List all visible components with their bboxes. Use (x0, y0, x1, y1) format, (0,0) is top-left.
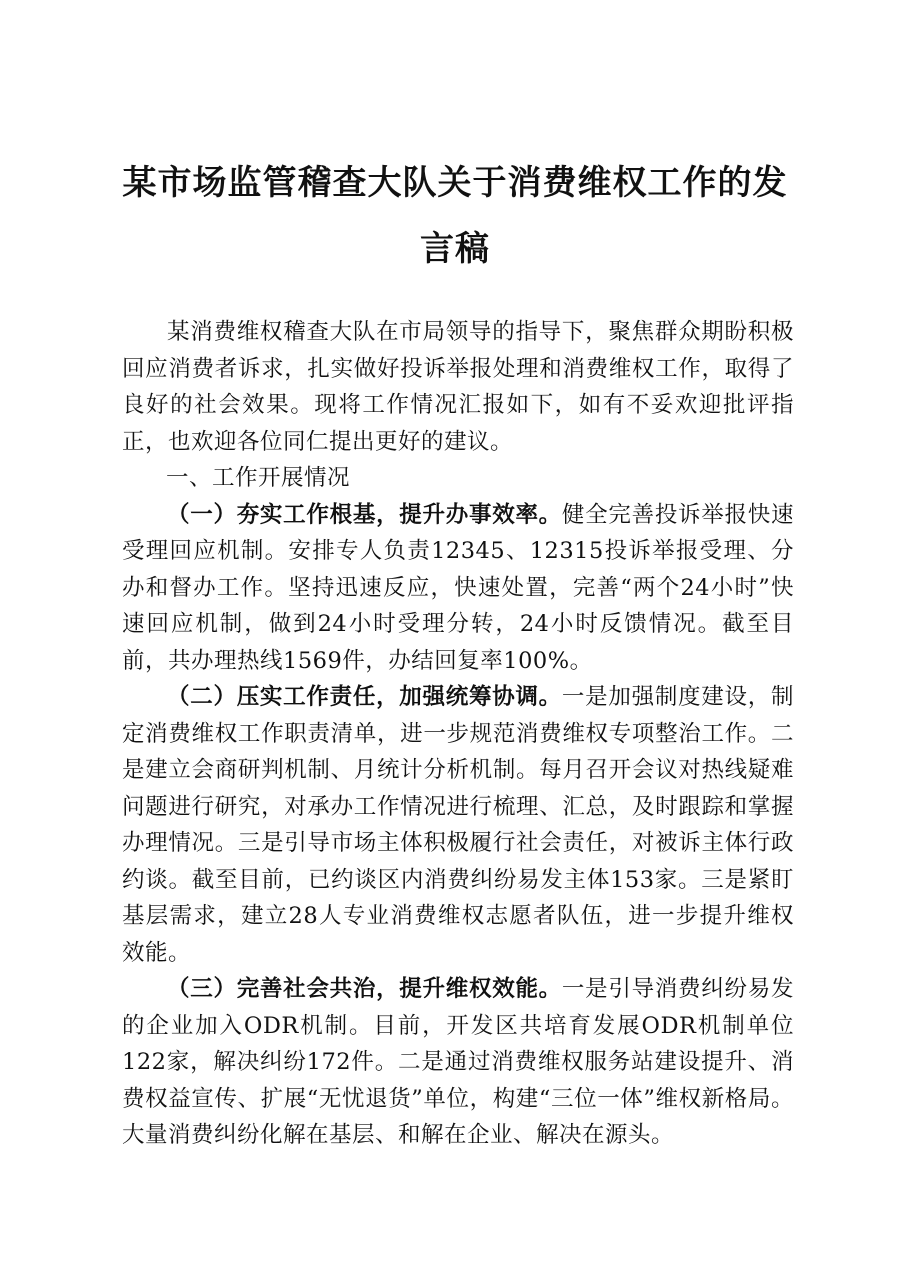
intro-paragraph: 某消费维权稽查大队在市局领导的指导下，聚焦群众期盼积极回应消费者诉求，扎实做好投诉举报处理和消费维权工作，取得了良好的社会效果。现将工作情况汇报如下，如有不妥欢迎批评指正，也欢迎各位同仁提出更好的建议。 (122, 319, 794, 455)
paragraph-2 (122, 679, 794, 971)
document-body (122, 314, 794, 1154)
section-heading-work-status: 一、工作开展情况 (166, 465, 351, 491)
paragraph-3-heading: （三）完善社会共治，提升维权效能。 (167, 976, 562, 1002)
paragraph-3 (122, 971, 794, 1154)
paragraph-1-text: 健全完善投诉举报快速受理回应机制。安排专人负责12345、12315投诉举报受理、分办和督办工作。坚持迅速反应，快速处置，完善“两个24小时”快速回应机制，做到24小时受理分转，24小时反馈情况。截至目前，共办理热线1569件，办结回复率100%。 (122, 501, 794, 674)
paragraph-2-text: 一是加强制度建设，制定消费维权工作职责清单，进一步规范消费维权专项整治工作。二是建立会商研判机制、月统计分析机制。每月召开会议对热线疑难问题进行研究，对承办工作情况进行梳理、汇总，及时跟踪和掌握办理情况。三是引导市场主体积极履行社会责任，对被诉主体行政约谈。截至目前，已约谈区内消费纠纷易发主体153家。三是紧盯基层需求，建立28人专业消费维权志愿者队伍，进一步提升维权效能。 (122, 684, 794, 966)
paragraph-1 (122, 497, 794, 680)
paragraph-3-text: 一是引导消费纠纷易发的企业加入ODR机制。目前，开发区共培育发展ODR机制单位122家，解决纠纷172件。二是通过消费维权服务站建设提升、消费权益宣传、扩展“无忧退货”单位，构建“三位一体”维权新格局。大量消费纠纷化解在基层、和解在企业、解决在源头。 (122, 976, 794, 1148)
paragraph-2-heading: （二）压实工作责任，加强统筹协调。 (167, 684, 562, 710)
document-title: 某市场监管稽查大队关于消费维权工作的发言稿 (122, 163, 788, 269)
paragraph-1-heading: （一）夯实工作根基，提升办事效率。 (167, 501, 562, 528)
